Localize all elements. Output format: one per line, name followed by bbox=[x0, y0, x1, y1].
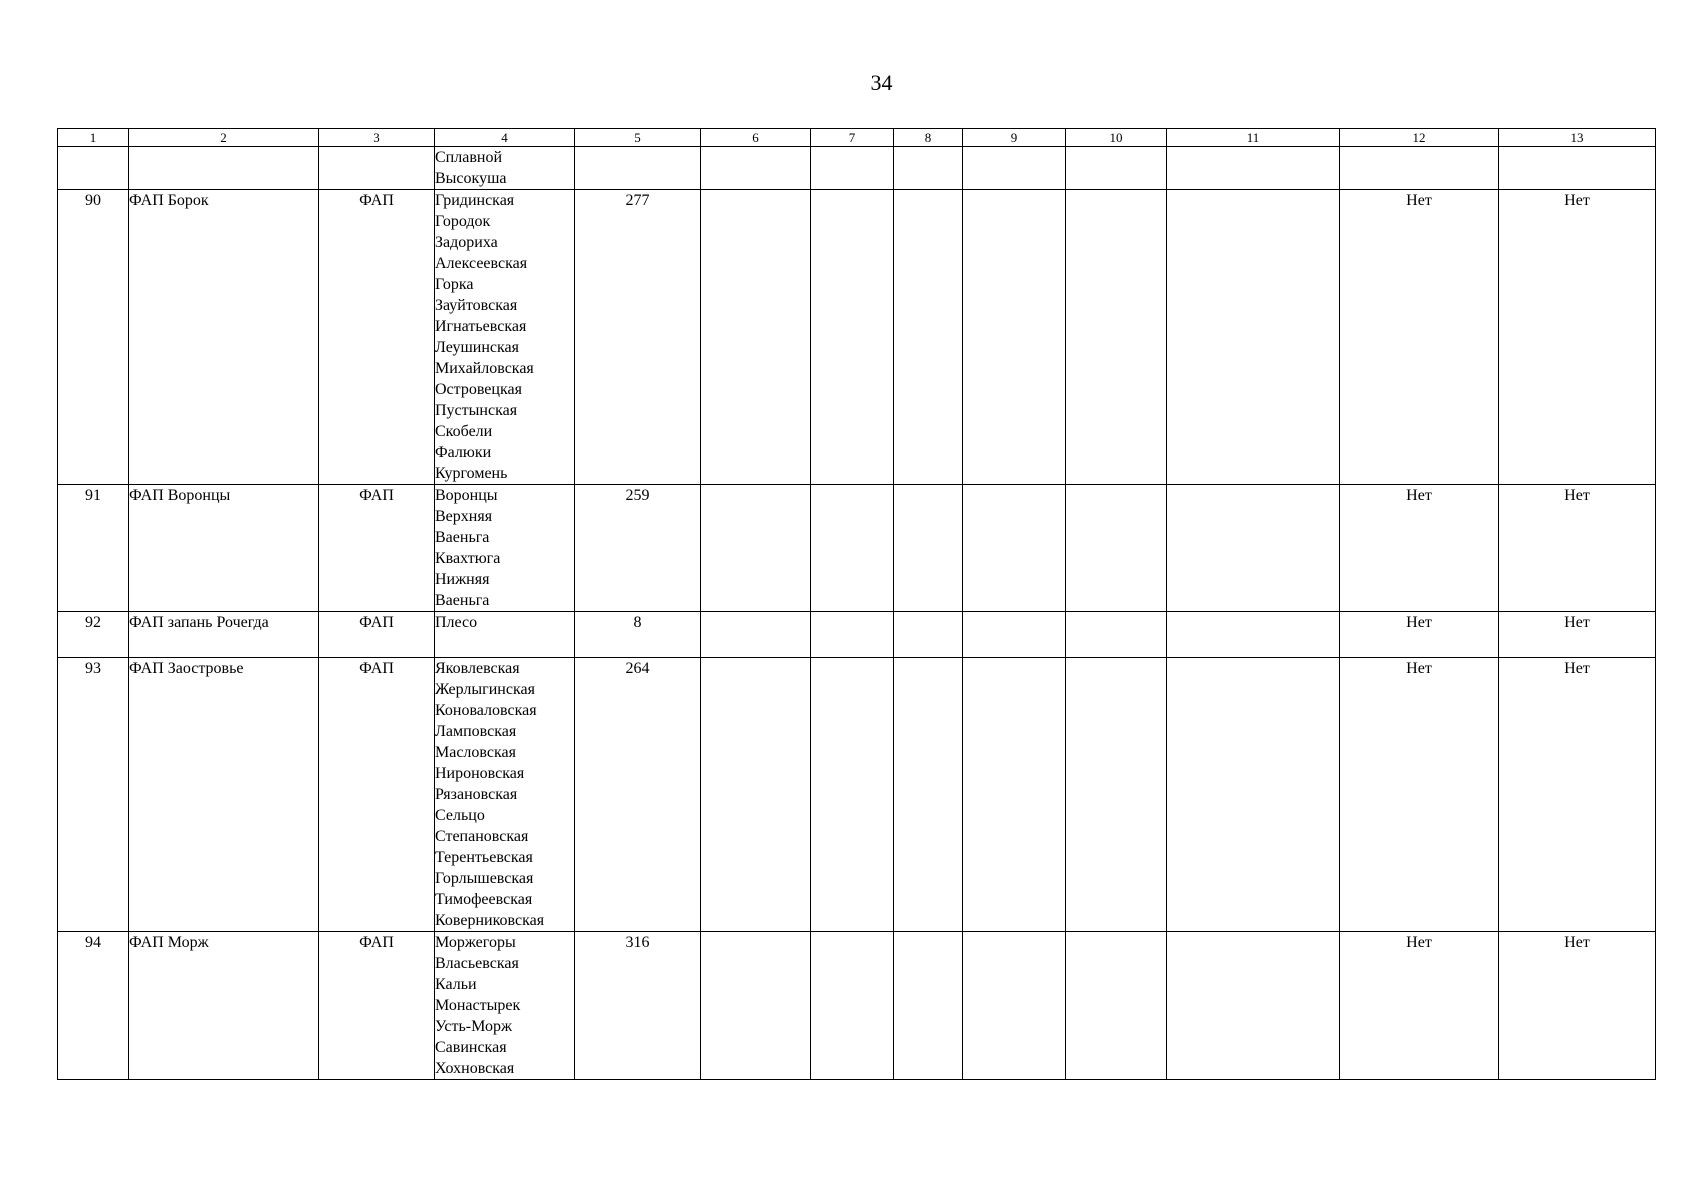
column-header: 1 bbox=[58, 129, 129, 147]
col13-flag-cell: Нет bbox=[1499, 658, 1656, 932]
empty-cell-col-6 bbox=[701, 612, 811, 658]
empty-cell-col-7 bbox=[811, 485, 894, 612]
empty-cell-col-6 bbox=[701, 658, 811, 932]
empty-cell-col-8 bbox=[894, 612, 963, 658]
settlement-name: Тимофеевская bbox=[435, 891, 533, 908]
empty-cell-col-9 bbox=[963, 485, 1066, 612]
population-cell: 8 bbox=[575, 612, 701, 658]
settlement-name: Сельцо bbox=[435, 807, 485, 824]
empty-cell-col-10 bbox=[1066, 190, 1167, 485]
settlement-name: Хохновская bbox=[435, 1060, 515, 1077]
settlement-name: Михайловская bbox=[435, 360, 534, 377]
row-number-cell: 94 bbox=[58, 932, 129, 1080]
col13-flag-cell: Нет bbox=[1499, 190, 1656, 485]
empty-cell-col-8 bbox=[894, 932, 963, 1080]
empty-cell-col-7 bbox=[811, 932, 894, 1080]
facility-name-cell: ФАП Борок bbox=[129, 190, 319, 485]
empty-cell-col-11 bbox=[1167, 932, 1340, 1080]
empty-cell-col-10 bbox=[1066, 147, 1167, 190]
facility-type-cell: ФАП bbox=[319, 612, 435, 658]
col12-flag-cell: Нет bbox=[1340, 612, 1499, 658]
empty-cell-col-11 bbox=[1167, 612, 1340, 658]
col12-flag-cell bbox=[1340, 147, 1499, 190]
table-row bbox=[58, 485, 1656, 612]
table-body bbox=[58, 147, 1656, 1080]
page-number: 34 bbox=[870, 70, 893, 95]
facility-name-cell: ФАП Заостровье bbox=[129, 658, 319, 932]
table-row bbox=[58, 612, 1656, 658]
settlement-name: Терентьевская bbox=[435, 849, 533, 866]
table-row bbox=[58, 658, 1656, 932]
population-cell bbox=[575, 147, 701, 190]
facility-type-cell bbox=[319, 147, 435, 190]
empty-cell-col-7 bbox=[811, 612, 894, 658]
facility-name-cell: ФАП запань Рочегда bbox=[129, 612, 319, 658]
settlement-name: Верхняя bbox=[435, 508, 493, 525]
settlement-name: Пустынская bbox=[435, 402, 518, 419]
population-cell: 316 bbox=[575, 932, 701, 1080]
settlement-name: Гридинская bbox=[435, 192, 515, 209]
column-header: 5 bbox=[575, 129, 701, 147]
settlement-name: Масловская bbox=[435, 744, 516, 761]
settlement-name: Степановская bbox=[435, 828, 529, 845]
empty-cell-col-10 bbox=[1066, 658, 1167, 932]
row-number-cell: 91 bbox=[58, 485, 129, 612]
facility-type-cell: ФАП bbox=[319, 658, 435, 932]
empty-cell-col-11 bbox=[1167, 485, 1340, 612]
empty-cell-col-8 bbox=[894, 147, 963, 190]
settlement-name: Плесо bbox=[435, 614, 478, 631]
settlement-name: Кальи bbox=[435, 976, 477, 993]
population-cell: 264 bbox=[575, 658, 701, 932]
settlement-name: Скобели bbox=[435, 423, 493, 440]
settlement-name: Монастырек bbox=[435, 997, 521, 1014]
facility-name-cell bbox=[129, 147, 319, 190]
empty-cell-col-9 bbox=[963, 932, 1066, 1080]
settlement-name: Фалюки bbox=[435, 444, 492, 461]
column-header: 13 bbox=[1499, 129, 1656, 147]
settlements-cell bbox=[435, 147, 575, 190]
facility-name-cell: ФАП Морж bbox=[129, 932, 319, 1080]
settlements-cell bbox=[435, 485, 575, 612]
empty-cell-col-8 bbox=[894, 658, 963, 932]
empty-cell-col-11 bbox=[1167, 658, 1340, 932]
settlement-name: Сплавной bbox=[435, 149, 502, 166]
col12-flag-cell: Нет bbox=[1340, 932, 1499, 1080]
settlement-name: Ваеньга bbox=[435, 529, 490, 546]
facility-type-cell: ФАП bbox=[319, 485, 435, 612]
row-number-cell: 93 bbox=[58, 658, 129, 932]
column-header: 10 bbox=[1066, 129, 1167, 147]
settlement-name: Задориха bbox=[435, 234, 498, 251]
empty-cell-col-11 bbox=[1167, 147, 1340, 190]
column-header: 11 bbox=[1167, 129, 1340, 147]
col12-flag-cell: Нет bbox=[1340, 485, 1499, 612]
settlement-name: Нироновская bbox=[435, 765, 525, 782]
empty-cell-col-6 bbox=[701, 190, 811, 485]
col13-flag-cell bbox=[1499, 147, 1656, 190]
facility-type-cell: ФАП bbox=[319, 932, 435, 1080]
empty-cell-col-10 bbox=[1066, 612, 1167, 658]
column-number-row bbox=[58, 129, 1656, 147]
column-header: 4 bbox=[435, 129, 575, 147]
settlement-name: Горлышевская bbox=[435, 870, 534, 887]
settlement-name: Власьевская bbox=[435, 955, 519, 972]
settlement-name: Высокуша bbox=[435, 170, 507, 187]
empty-cell-col-8 bbox=[894, 485, 963, 612]
column-header: 6 bbox=[701, 129, 811, 147]
settlement-name: Островецкая bbox=[435, 381, 522, 398]
row-number-cell: 90 bbox=[58, 190, 129, 485]
settlement-name: Квахтюга bbox=[435, 550, 501, 567]
settlements-cell bbox=[435, 932, 575, 1080]
settlement-name: Игнатьевская bbox=[435, 318, 527, 335]
empty-cell-col-10 bbox=[1066, 932, 1167, 1080]
settlement-name: Зауйтовская bbox=[435, 297, 518, 314]
row-number-cell bbox=[58, 147, 129, 190]
settlements-cell bbox=[435, 658, 575, 932]
settlement-name: Нижняя bbox=[435, 571, 490, 588]
col13-flag-cell: Нет bbox=[1499, 485, 1656, 612]
settlement-name: Ваеньга bbox=[435, 592, 490, 609]
population-cell: 277 bbox=[575, 190, 701, 485]
empty-cell-col-7 bbox=[811, 190, 894, 485]
column-header: 12 bbox=[1340, 129, 1499, 147]
empty-cell-col-6 bbox=[701, 485, 811, 612]
facility-type-cell: ФАП bbox=[319, 190, 435, 485]
population-cell: 259 bbox=[575, 485, 701, 612]
empty-cell-col-8 bbox=[894, 190, 963, 485]
settlements-cell bbox=[435, 612, 575, 658]
row-number-cell: 92 bbox=[58, 612, 129, 658]
settlement-name: Горка bbox=[435, 276, 474, 293]
column-header: 8 bbox=[894, 129, 963, 147]
column-header: 9 bbox=[963, 129, 1066, 147]
settlement-name: Ламповская bbox=[435, 723, 517, 740]
settlement-name: Леушинская bbox=[435, 339, 519, 356]
settlement-name: Усть-Морж bbox=[435, 1018, 513, 1035]
empty-cell-col-6 bbox=[701, 932, 811, 1080]
settlement-name: Моржегоры bbox=[435, 934, 516, 951]
empty-cell-col-7 bbox=[811, 147, 894, 190]
empty-cell-col-11 bbox=[1167, 190, 1340, 485]
col13-flag-cell: Нет bbox=[1499, 612, 1656, 658]
empty-cell-col-9 bbox=[963, 190, 1066, 485]
empty-cell-col-9 bbox=[963, 658, 1066, 932]
facility-table bbox=[57, 128, 1656, 1080]
settlement-name: Алексеевская bbox=[435, 255, 528, 272]
empty-cell-col-9 bbox=[963, 612, 1066, 658]
settlements-cell bbox=[435, 190, 575, 485]
settlement-name: Рязановская bbox=[435, 786, 518, 803]
settlement-name: Коноваловская bbox=[435, 702, 537, 719]
settlement-name: Савинская bbox=[435, 1039, 507, 1056]
facility-name-cell: ФАП Воронцы bbox=[129, 485, 319, 612]
settlement-name: Жерлыгинская bbox=[435, 681, 535, 698]
empty-cell-col-7 bbox=[811, 658, 894, 932]
column-header: 3 bbox=[319, 129, 435, 147]
table-row bbox=[58, 932, 1656, 1080]
settlement-name: Коверниковская bbox=[435, 912, 545, 929]
empty-cell-col-6 bbox=[701, 147, 811, 190]
column-header: 7 bbox=[811, 129, 894, 147]
table-row bbox=[58, 147, 1656, 190]
column-header: 2 bbox=[129, 129, 319, 147]
empty-cell-col-10 bbox=[1066, 485, 1167, 612]
settlement-name: Городок bbox=[435, 213, 491, 230]
table-row bbox=[58, 190, 1656, 485]
col13-flag-cell: Нет bbox=[1499, 932, 1656, 1080]
col12-flag-cell: Нет bbox=[1340, 190, 1499, 485]
empty-cell-col-9 bbox=[963, 147, 1066, 190]
col12-flag-cell: Нет bbox=[1340, 658, 1499, 932]
settlement-name: Воронцы bbox=[435, 487, 498, 504]
settlement-name: Яковлевская bbox=[435, 660, 520, 677]
settlement-name: Кургомень bbox=[435, 465, 508, 482]
